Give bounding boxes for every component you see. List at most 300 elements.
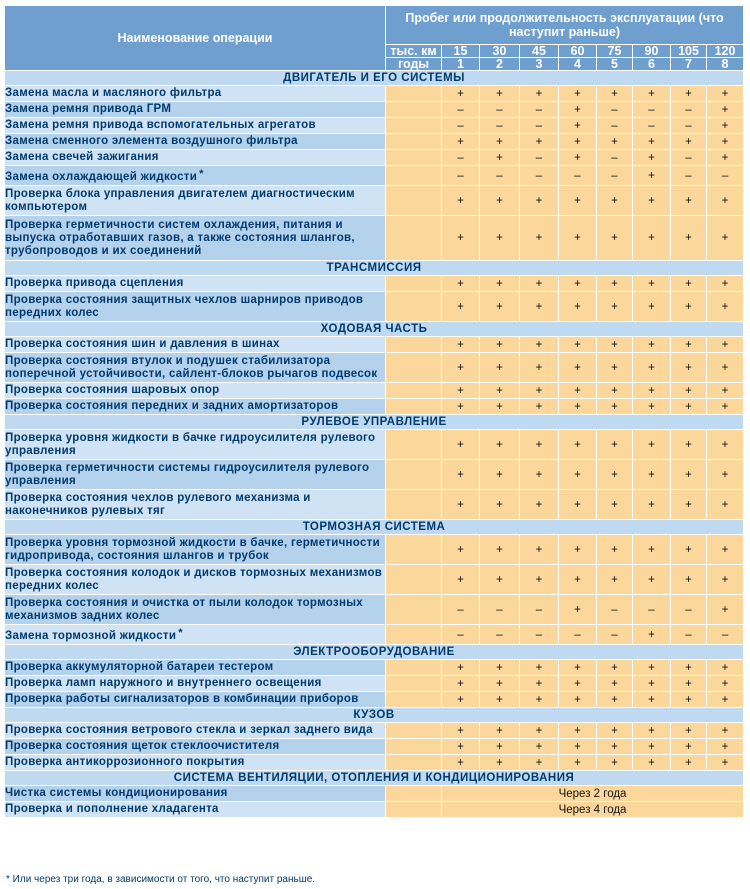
- value-cell-empty: [386, 460, 442, 490]
- value-cell-empty: [386, 625, 442, 645]
- value-cell: +: [480, 739, 520, 755]
- value-cell: +: [671, 676, 707, 692]
- value-cell-empty: [386, 383, 442, 399]
- table-row: [5, 337, 744, 353]
- value-cell: +: [442, 676, 480, 692]
- km-value: 75: [597, 45, 633, 58]
- operation-name: Проверка состояния шаровых опор: [5, 384, 220, 396]
- value-cell: +: [707, 337, 744, 353]
- value-cell: +: [597, 490, 633, 520]
- value-cell: +: [559, 755, 597, 771]
- operation-cell: [5, 660, 386, 676]
- operation-cell: [5, 723, 386, 739]
- value-cell: +: [520, 460, 559, 490]
- value-cell: +: [442, 399, 480, 415]
- value-cell: +: [633, 166, 671, 186]
- table-row: [5, 399, 744, 415]
- value-cell: +: [633, 353, 671, 383]
- value-cell-empty: [386, 676, 442, 692]
- value-cell: –: [597, 102, 633, 118]
- footnote-marker: *: [199, 167, 204, 180]
- operation-name: Чистка системы кондиционирования: [5, 787, 228, 799]
- value-cell: +: [559, 692, 597, 708]
- table-row: [5, 383, 744, 399]
- value-cell: +: [480, 216, 520, 261]
- value-cell: +: [707, 216, 744, 261]
- value-cell: +: [559, 292, 597, 322]
- value-cell: +: [633, 383, 671, 399]
- value-cell: +: [480, 134, 520, 150]
- value-cell: +: [520, 337, 559, 353]
- operation-cell: [5, 535, 386, 565]
- operation-name: Проверка состояния чехлов рулевого механизма и наконечников рулевых тяг: [5, 491, 311, 517]
- operation-cell: [5, 118, 386, 134]
- value-cell: +: [633, 460, 671, 490]
- value-cell: +: [442, 86, 480, 102]
- table-row: [5, 118, 744, 134]
- value-cell: +: [707, 755, 744, 771]
- value-cell-empty: [386, 723, 442, 739]
- operation-name: Замена масла и масляного фильтра: [5, 87, 222, 99]
- year-value: 5: [597, 58, 633, 71]
- operation-cell: [5, 292, 386, 322]
- value-cell: +: [442, 565, 480, 595]
- value-cell: +: [520, 490, 559, 520]
- value-cell: +: [597, 276, 633, 292]
- value-cell: –: [597, 150, 633, 166]
- table-row: [5, 86, 744, 102]
- value-cell: +: [520, 353, 559, 383]
- value-cell: +: [671, 755, 707, 771]
- value-cell: +: [520, 292, 559, 322]
- table-body: [5, 71, 744, 818]
- operation-name: Проверка герметичности системы гидроусилителя рулевого управления: [5, 461, 370, 487]
- operation-cell: [5, 186, 386, 216]
- value-cell: +: [707, 102, 744, 118]
- value-cell: +: [442, 460, 480, 490]
- value-cell-empty: [386, 118, 442, 134]
- value-cell: +: [442, 292, 480, 322]
- value-cell: +: [707, 430, 744, 460]
- value-cell: +: [707, 150, 744, 166]
- value-cell-empty: [386, 786, 442, 802]
- value-cell-empty: [386, 739, 442, 755]
- value-cell: +: [671, 276, 707, 292]
- value-cell: +: [707, 723, 744, 739]
- value-cell: +: [480, 430, 520, 460]
- operation-name: Проверка состояния шин и давления в шинах: [5, 338, 280, 350]
- section-row: [5, 415, 744, 430]
- value-cell: +: [633, 692, 671, 708]
- km-value: 90: [633, 45, 671, 58]
- section-title: ДВИГАТЕЛЬ И ЕГО СИСТЕМЫ: [5, 71, 744, 86]
- operation-cell: [5, 337, 386, 353]
- value-cell: +: [559, 676, 597, 692]
- km-value: 30: [480, 45, 520, 58]
- value-cell: +: [520, 676, 559, 692]
- section-row: [5, 708, 744, 723]
- value-cell: +: [520, 216, 559, 261]
- section-row: [5, 645, 744, 660]
- value-cell: +: [559, 723, 597, 739]
- table-row: [5, 150, 744, 166]
- value-cell: +: [633, 337, 671, 353]
- value-cell: +: [559, 535, 597, 565]
- value-cell: +: [671, 86, 707, 102]
- table-row: [5, 276, 744, 292]
- table-row: [5, 786, 744, 802]
- table-row: [5, 166, 744, 186]
- value-cell: +: [597, 565, 633, 595]
- operation-name: Проверка аккумуляторной батареи тестером: [5, 661, 274, 673]
- value-cell: –: [520, 166, 559, 186]
- operation-name: Проверка и пополнение хладагента: [5, 803, 219, 815]
- value-cell: +: [671, 383, 707, 399]
- value-cell: –: [559, 625, 597, 645]
- table-row: [5, 216, 744, 261]
- column-header-mileage: Пробег или продолжительность эксплуатации (что наступит раньше): [386, 6, 744, 45]
- section-title: СИСТЕМА ВЕНТИЛЯЦИИ, ОТОПЛЕНИЯ И КОНДИЦИОНИРОВАНИЯ: [5, 771, 744, 786]
- value-cell: +: [671, 430, 707, 460]
- value-cell: –: [671, 625, 707, 645]
- year-value: 4: [559, 58, 597, 71]
- table-row: [5, 460, 744, 490]
- value-cell: +: [707, 565, 744, 595]
- value-cell: –: [480, 102, 520, 118]
- value-cell-empty: [386, 802, 442, 818]
- operation-name: Замена тормозной жидкости: [5, 629, 177, 642]
- value-cell: –: [633, 118, 671, 134]
- value-cell: +: [480, 565, 520, 595]
- section-title: КУЗОВ: [5, 708, 744, 723]
- value-cell: +: [559, 337, 597, 353]
- operation-cell: [5, 166, 386, 186]
- value-cell: +: [671, 460, 707, 490]
- value-cell: +: [520, 565, 559, 595]
- operation-name: Проверка работы сигнализаторов в комбинации приборов: [5, 693, 359, 705]
- operation-name: Проверка состояния щеток стеклоочистителя: [5, 740, 280, 752]
- section-title: ЭЛЕКТРООБОРУДОВАНИЕ: [5, 645, 744, 660]
- value-cell: +: [520, 86, 559, 102]
- value-cell: +: [442, 383, 480, 399]
- value-cell: +: [671, 739, 707, 755]
- section-row: [5, 322, 744, 337]
- value-cell: +: [633, 490, 671, 520]
- value-cell: +: [442, 739, 480, 755]
- value-cell: –: [520, 625, 559, 645]
- value-cell: –: [442, 150, 480, 166]
- value-cell: +: [671, 399, 707, 415]
- value-cell: +: [633, 430, 671, 460]
- operation-cell: [5, 216, 386, 261]
- value-cell: –: [520, 595, 559, 625]
- operation-cell: [5, 102, 386, 118]
- year-value: 1: [442, 58, 480, 71]
- value-cell: +: [597, 353, 633, 383]
- operation-cell: [5, 460, 386, 490]
- value-cell: +: [597, 292, 633, 322]
- operation-cell: [5, 595, 386, 625]
- value-cell: +: [707, 595, 744, 625]
- value-cell: +: [559, 134, 597, 150]
- km-value: 60: [559, 45, 597, 58]
- operation-cell: [5, 739, 386, 755]
- km-value: 45: [520, 45, 559, 58]
- value-cell: +: [707, 460, 744, 490]
- value-cell: +: [707, 86, 744, 102]
- operation-cell: [5, 676, 386, 692]
- value-cell: +: [559, 150, 597, 166]
- table-row: [5, 676, 744, 692]
- year-value: 8: [707, 58, 744, 71]
- value-cell: –: [480, 166, 520, 186]
- km-value: 15: [442, 45, 480, 58]
- operation-name: Проверка состояния и очистка от пыли колодок тормозных механизмов задних колес: [5, 596, 364, 622]
- value-cell: +: [442, 134, 480, 150]
- value-cell-empty: [386, 565, 442, 595]
- value-cell: +: [633, 660, 671, 676]
- value-cell-empty: [386, 595, 442, 625]
- value-cell-empty: [386, 150, 442, 166]
- value-cell-empty: [386, 134, 442, 150]
- value-cell: +: [520, 276, 559, 292]
- maintenance-table: [4, 5, 744, 818]
- value-cell: +: [633, 276, 671, 292]
- value-cell: +: [520, 723, 559, 739]
- value-cell: +: [559, 216, 597, 261]
- value-cell: +: [442, 723, 480, 739]
- operation-cell: [5, 490, 386, 520]
- value-cell: +: [559, 660, 597, 676]
- value-cell: +: [597, 216, 633, 261]
- operation-cell: [5, 565, 386, 595]
- operation-name: Проверка привода сцепления: [5, 277, 184, 289]
- table-row: [5, 102, 744, 118]
- value-cell: +: [559, 102, 597, 118]
- value-cell: +: [559, 399, 597, 415]
- value-cell: +: [597, 692, 633, 708]
- value-cell: +: [633, 134, 671, 150]
- table-row: [5, 625, 744, 645]
- operation-cell: [5, 353, 386, 383]
- value-cell: +: [671, 565, 707, 595]
- footnote: * Или через три года, в зависимости от того, что наступит раньше.: [6, 874, 316, 885]
- table-row: [5, 660, 744, 676]
- value-cell: +: [520, 660, 559, 676]
- operation-name: Проверка антикоррозионного покрытия: [5, 756, 245, 768]
- operation-name: Проверка состояния втулок и подушек стабилизатора поперечной устойчивости, сайлент-блоков рычагов подвесок: [5, 354, 378, 380]
- value-cell: +: [520, 692, 559, 708]
- value-cell: +: [520, 755, 559, 771]
- value-cell-empty: [386, 292, 442, 322]
- operation-name: Замена сменного элемента воздушного фильтра: [5, 135, 298, 147]
- value-cell-empty: [386, 353, 442, 383]
- value-cell: +: [480, 723, 520, 739]
- value-cell: +: [442, 337, 480, 353]
- year-value: 7: [671, 58, 707, 71]
- value-cell: –: [520, 150, 559, 166]
- value-cell: +: [480, 337, 520, 353]
- operation-name: Проверка состояния колодок и дисков тормозных механизмов передних колес: [5, 566, 383, 592]
- value-cell: +: [671, 490, 707, 520]
- value-cell-empty: [386, 276, 442, 292]
- value-cell: +: [633, 755, 671, 771]
- table-row: [5, 802, 744, 818]
- year-value: 2: [480, 58, 520, 71]
- value-cell: +: [707, 660, 744, 676]
- value-cell: +: [707, 134, 744, 150]
- value-cell: +: [707, 676, 744, 692]
- value-cell-empty: [386, 535, 442, 565]
- value-cell: +: [520, 383, 559, 399]
- section-row: [5, 520, 744, 535]
- section-title: ХОДОВАЯ ЧАСТЬ: [5, 322, 744, 337]
- value-cell: +: [480, 660, 520, 676]
- value-cell: –: [520, 118, 559, 134]
- value-cell: +: [633, 739, 671, 755]
- operation-name: Проверка герметичности систем охлаждения, питания и выпуска отработавших газов, а также состояния шлангов, трубопроводов и их соединений: [5, 218, 355, 257]
- value-cell: +: [597, 430, 633, 460]
- value-cell: +: [707, 186, 744, 216]
- value-cell: +: [442, 755, 480, 771]
- value-cell-empty: [386, 337, 442, 353]
- value-cell: +: [520, 739, 559, 755]
- value-cell: +: [480, 86, 520, 102]
- value-cell: –: [480, 595, 520, 625]
- value-cell: +: [520, 399, 559, 415]
- table-row: [5, 692, 744, 708]
- value-cell: +: [559, 353, 597, 383]
- value-cell: +: [559, 460, 597, 490]
- interval-cell: Через 2 года: [442, 786, 744, 802]
- operation-cell: [5, 692, 386, 708]
- operation-name: Проверка уровня жидкости в бачке гидроусилителя рулевого управления: [5, 431, 376, 457]
- value-cell: +: [520, 134, 559, 150]
- value-cell: +: [671, 692, 707, 708]
- value-cell: +: [671, 186, 707, 216]
- value-cell: –: [442, 595, 480, 625]
- value-cell: +: [480, 292, 520, 322]
- operation-name: Замена ремня привода ГРМ: [5, 103, 172, 115]
- value-cell: +: [633, 399, 671, 415]
- value-cell: +: [597, 134, 633, 150]
- value-cell: +: [597, 383, 633, 399]
- value-cell: +: [597, 723, 633, 739]
- value-cell: +: [671, 723, 707, 739]
- value-cell: +: [707, 118, 744, 134]
- operation-name: Проверка состояния передних и задних амортизаторов: [5, 400, 339, 412]
- value-cell: +: [442, 692, 480, 708]
- operation-name: Замена охлаждающей жидкости: [5, 170, 198, 183]
- value-cell: –: [671, 166, 707, 186]
- value-cell: –: [442, 102, 480, 118]
- table-row: [5, 490, 744, 520]
- value-cell: +: [559, 186, 597, 216]
- value-cell: +: [707, 535, 744, 565]
- value-cell: +: [597, 755, 633, 771]
- value-cell-empty: [386, 166, 442, 186]
- value-cell: –: [671, 595, 707, 625]
- operation-cell: [5, 430, 386, 460]
- table-row: [5, 595, 744, 625]
- year-value: 6: [633, 58, 671, 71]
- value-cell: +: [480, 535, 520, 565]
- section-title: ТРАНСМИССИЯ: [5, 261, 744, 276]
- table-row: [5, 430, 744, 460]
- value-cell: +: [520, 430, 559, 460]
- operation-cell: [5, 134, 386, 150]
- value-cell: –: [559, 166, 597, 186]
- value-cell: –: [671, 102, 707, 118]
- value-cell: +: [480, 755, 520, 771]
- value-cell: +: [442, 430, 480, 460]
- section-title: РУЛЕВОЕ УПРАВЛЕНИЕ: [5, 415, 744, 430]
- km-value: 120: [707, 45, 744, 58]
- value-cell: +: [633, 292, 671, 322]
- value-cell: +: [597, 86, 633, 102]
- table-row: [5, 755, 744, 771]
- operation-name: Проверка блока управления двигателем диагностическим компьютером: [5, 187, 355, 213]
- value-cell: –: [707, 166, 744, 186]
- value-cell-empty: [386, 86, 442, 102]
- table-row: [5, 535, 744, 565]
- value-cell: +: [480, 186, 520, 216]
- section-row: [5, 261, 744, 276]
- value-cell: +: [480, 150, 520, 166]
- value-cell: +: [707, 383, 744, 399]
- value-cell: +: [559, 595, 597, 625]
- value-cell: +: [633, 216, 671, 261]
- year-value: 3: [520, 58, 559, 71]
- operation-cell: [5, 625, 386, 645]
- value-cell: +: [559, 430, 597, 460]
- operation-cell: [5, 755, 386, 771]
- footnote-marker: *: [178, 626, 183, 639]
- value-cell: +: [671, 216, 707, 261]
- section-row: [5, 71, 744, 86]
- operation-name: Замена ремня привода вспомогательных агрегатов: [5, 119, 316, 131]
- operation-name: Проверка ламп наружного и внутреннего освещения: [5, 677, 322, 689]
- value-cell: +: [442, 276, 480, 292]
- value-cell: +: [597, 739, 633, 755]
- value-cell: +: [442, 490, 480, 520]
- value-cell-empty: [386, 490, 442, 520]
- value-cell: +: [633, 535, 671, 565]
- value-cell: –: [520, 102, 559, 118]
- column-header-operation: Наименование операции: [5, 6, 386, 71]
- value-cell: –: [480, 118, 520, 134]
- operation-cell: [5, 383, 386, 399]
- value-cell: +: [671, 660, 707, 676]
- value-cell: –: [597, 625, 633, 645]
- value-cell: +: [707, 292, 744, 322]
- value-cell: +: [480, 692, 520, 708]
- value-cell: –: [597, 166, 633, 186]
- value-cell: +: [633, 676, 671, 692]
- operation-cell: [5, 399, 386, 415]
- value-cell: +: [671, 134, 707, 150]
- value-cell: +: [597, 337, 633, 353]
- interval-cell: Через 4 года: [442, 802, 744, 818]
- value-cell: +: [442, 535, 480, 565]
- operation-cell: [5, 786, 386, 802]
- value-cell: –: [597, 118, 633, 134]
- value-cell: +: [559, 565, 597, 595]
- table-row: [5, 723, 744, 739]
- value-cell: +: [559, 86, 597, 102]
- value-cell: +: [442, 353, 480, 383]
- value-cell: +: [707, 490, 744, 520]
